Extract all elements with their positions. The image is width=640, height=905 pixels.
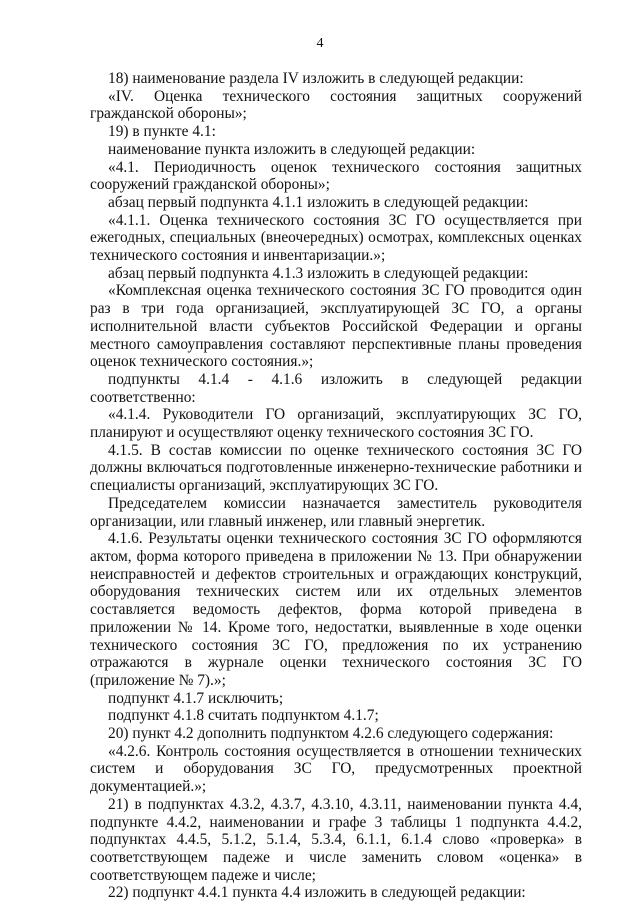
paragraph: 22) подпункт 4.4.1 пункта 4.4 изложить в следующей редакции: [108, 884, 526, 902]
paragraph: подпункт 4.1.8 считать подпунктом 4.1.7; [108, 707, 379, 725]
paragraph: 21) в подпунктах 4.3.2, 4.3.7, 4.3.10, 4.3.11, наименовании пункта 4.4, подпункте 4.4.2, наименовании и графе 3 таблицы 1 подпункта 4.4.2, подпунктах 4.4.5, 5.1.2, 5.1.4, 5.3.4, 6.1.1, 6.1.4 слово «проверка» в соответствующем падеже и числе заменить словом «оценка» в соответствующем падеже и числе; [90, 795, 582, 884]
paragraph: абзац первый подпункта 4.1.3 изложить в следующей редакции: [108, 264, 529, 282]
paragraph: подпункт 4.1.7 исключить; [108, 689, 284, 707]
paragraph: «IV. Оценка технического состояния защитных сооружений гражданской обороны»; [90, 87, 582, 123]
paragraph: «Комплексная оценка технического состояния ЗС ГО проводится один раз в три года организацией, эксплуатирующей ЗС ГО, а органы исполнительной власти субъектов Российской Федерации и органы местного самоуправления составляют перспективные планы проведения оценок технического состояния.»; [90, 282, 582, 371]
paragraph: 19) в пункте 4.1: [108, 123, 216, 141]
paragraph: «4.1. Периодичность оценок технического состояния защитных сооружений гражданской обороны»; [90, 158, 582, 194]
paragraph: «4.1.4. Руководители ГО организаций, эксплуатирующих ЗС ГО, планируют и осуществляют оценку технического состояния ЗС ГО. [90, 406, 582, 442]
document-body [90, 70, 582, 902]
paragraph: Председателем комиссии назначается заместитель руководителя организации, или главный инженер, или главный энергетик. [90, 494, 582, 530]
paragraph: «4.1.1. Оценка технического состояния ЗС ГО осуществляется при ежегодных, специальных (внеочередных) осмотрах, комплексных оценках технического состояния и инвентаризации.»; [90, 211, 582, 265]
paragraph: 18) наименование раздела IV изложить в следующей редакции: [108, 70, 524, 87]
paragraph: 4.1.5. В состав комиссии по оценке технического состояния ЗС ГО должны включаться подготовленные инженерно-технические работники и специалисты организаций, эксплуатирующих ЗС ГО. [90, 441, 582, 495]
paragraph: абзац первый подпункта 4.1.1 изложить в следующей редакции: [108, 193, 529, 211]
paragraph: «4.2.6. Контроль состояния осуществляется в отношении технических систем и оборудования ЗС ГО, предусмотренных проектной документацией.»; [90, 742, 582, 796]
paragraph: подпункты 4.1.4 - 4.1.6 изложить в следующей редакции соответственно: [90, 370, 582, 406]
paragraph: 20) пункт 4.2 дополнить подпунктом 4.2.6 следующего содержания: [108, 725, 554, 743]
paragraph: 4.1.6. Результаты оценки технического состояния ЗС ГО оформляются актом, форма которого приведена в приложении № 13. При обнаружении неисправностей и дефектов строительных и ограждающих конструкций, оборудования технических систем или их отдельных элементов составляется ведомость дефектов, форма которой приведена в приложении № 14. Кроме того, недостатки, выявленные в ходе оценки технического состояния ЗС ГО, предложения по их устранению отражаются в журнале оценки технического состояния ЗС ГО (приложение № 7).»; [90, 530, 582, 689]
page-number: 4 [316, 36, 324, 51]
paragraph: наименование пункта изложить в следующей редакции: [108, 140, 476, 158]
